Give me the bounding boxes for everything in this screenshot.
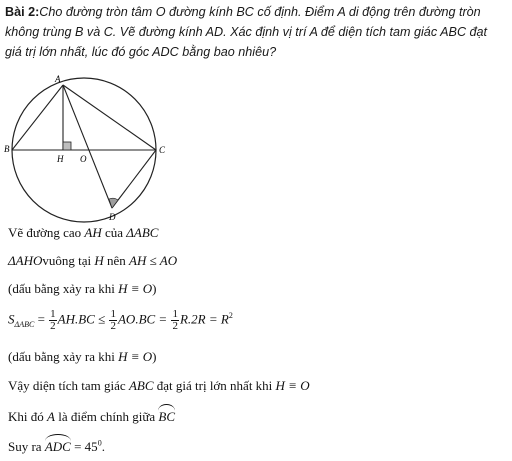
solution-line-2: ΔAHOvuông tại H nên AH ≤ AO [8,253,178,268]
label-d: D [109,212,116,222]
fraction-half-2: $\frac{1}{2}$ [110,308,116,332]
arc-adc: ADC [45,436,71,455]
geometry-figure [0,66,200,226]
solution-line-5: (dấu bằng xảy ra khi H ≡ O) [8,349,157,364]
fraction-half-3: $\frac{1}{2}$ [172,308,178,332]
problem-text: Cho đường tròn tâm O đường kính BC cố định. Điểm A di động trên đường tròn không trùng B và C. Vẽ đường kính AD. Xác định vị trí A để diện tích tam giác ABC đạt giá trị lớn nhất, lúc đó góc ADC bằng bao nhiêu? [5,5,488,59]
solution-line-3: (dấu bằng xảy ra khi H ≡ O) [8,281,157,296]
solution-line-1: Vẽ đường cao AH của ΔABC [8,225,159,240]
label-b: B [4,144,10,154]
solution-line-4: $S_{\Delta ABC}$ = $\frac{1}{2}$ AH.BC ≤ $\frac{1}{2}$ AO.BC = $\frac{1}{2}$ $R.2R = R^2$ [8,308,233,332]
label-c: C [159,145,166,155]
fraction-half-1: $\frac{1}{2}$ [50,308,56,332]
problem-label: Bài 2: [5,5,40,19]
label-a: A [55,74,61,84]
problem-statement [5,2,507,62]
label-o: O [80,154,87,164]
right-angle-mark [63,142,71,150]
solution-line-7: Khi đó A là điểm chính giữa BC [8,406,175,425]
solution-line-8: Suy ra ADC = $45^0$. [8,436,105,455]
label-h: H [57,154,64,164]
solution-line-6: Vậy diện tích tam giác ABC đạt giá trị lớn nhất khi H ≡ O [8,378,310,393]
segment-ac [63,85,156,150]
arc-bc: BC [158,406,175,425]
